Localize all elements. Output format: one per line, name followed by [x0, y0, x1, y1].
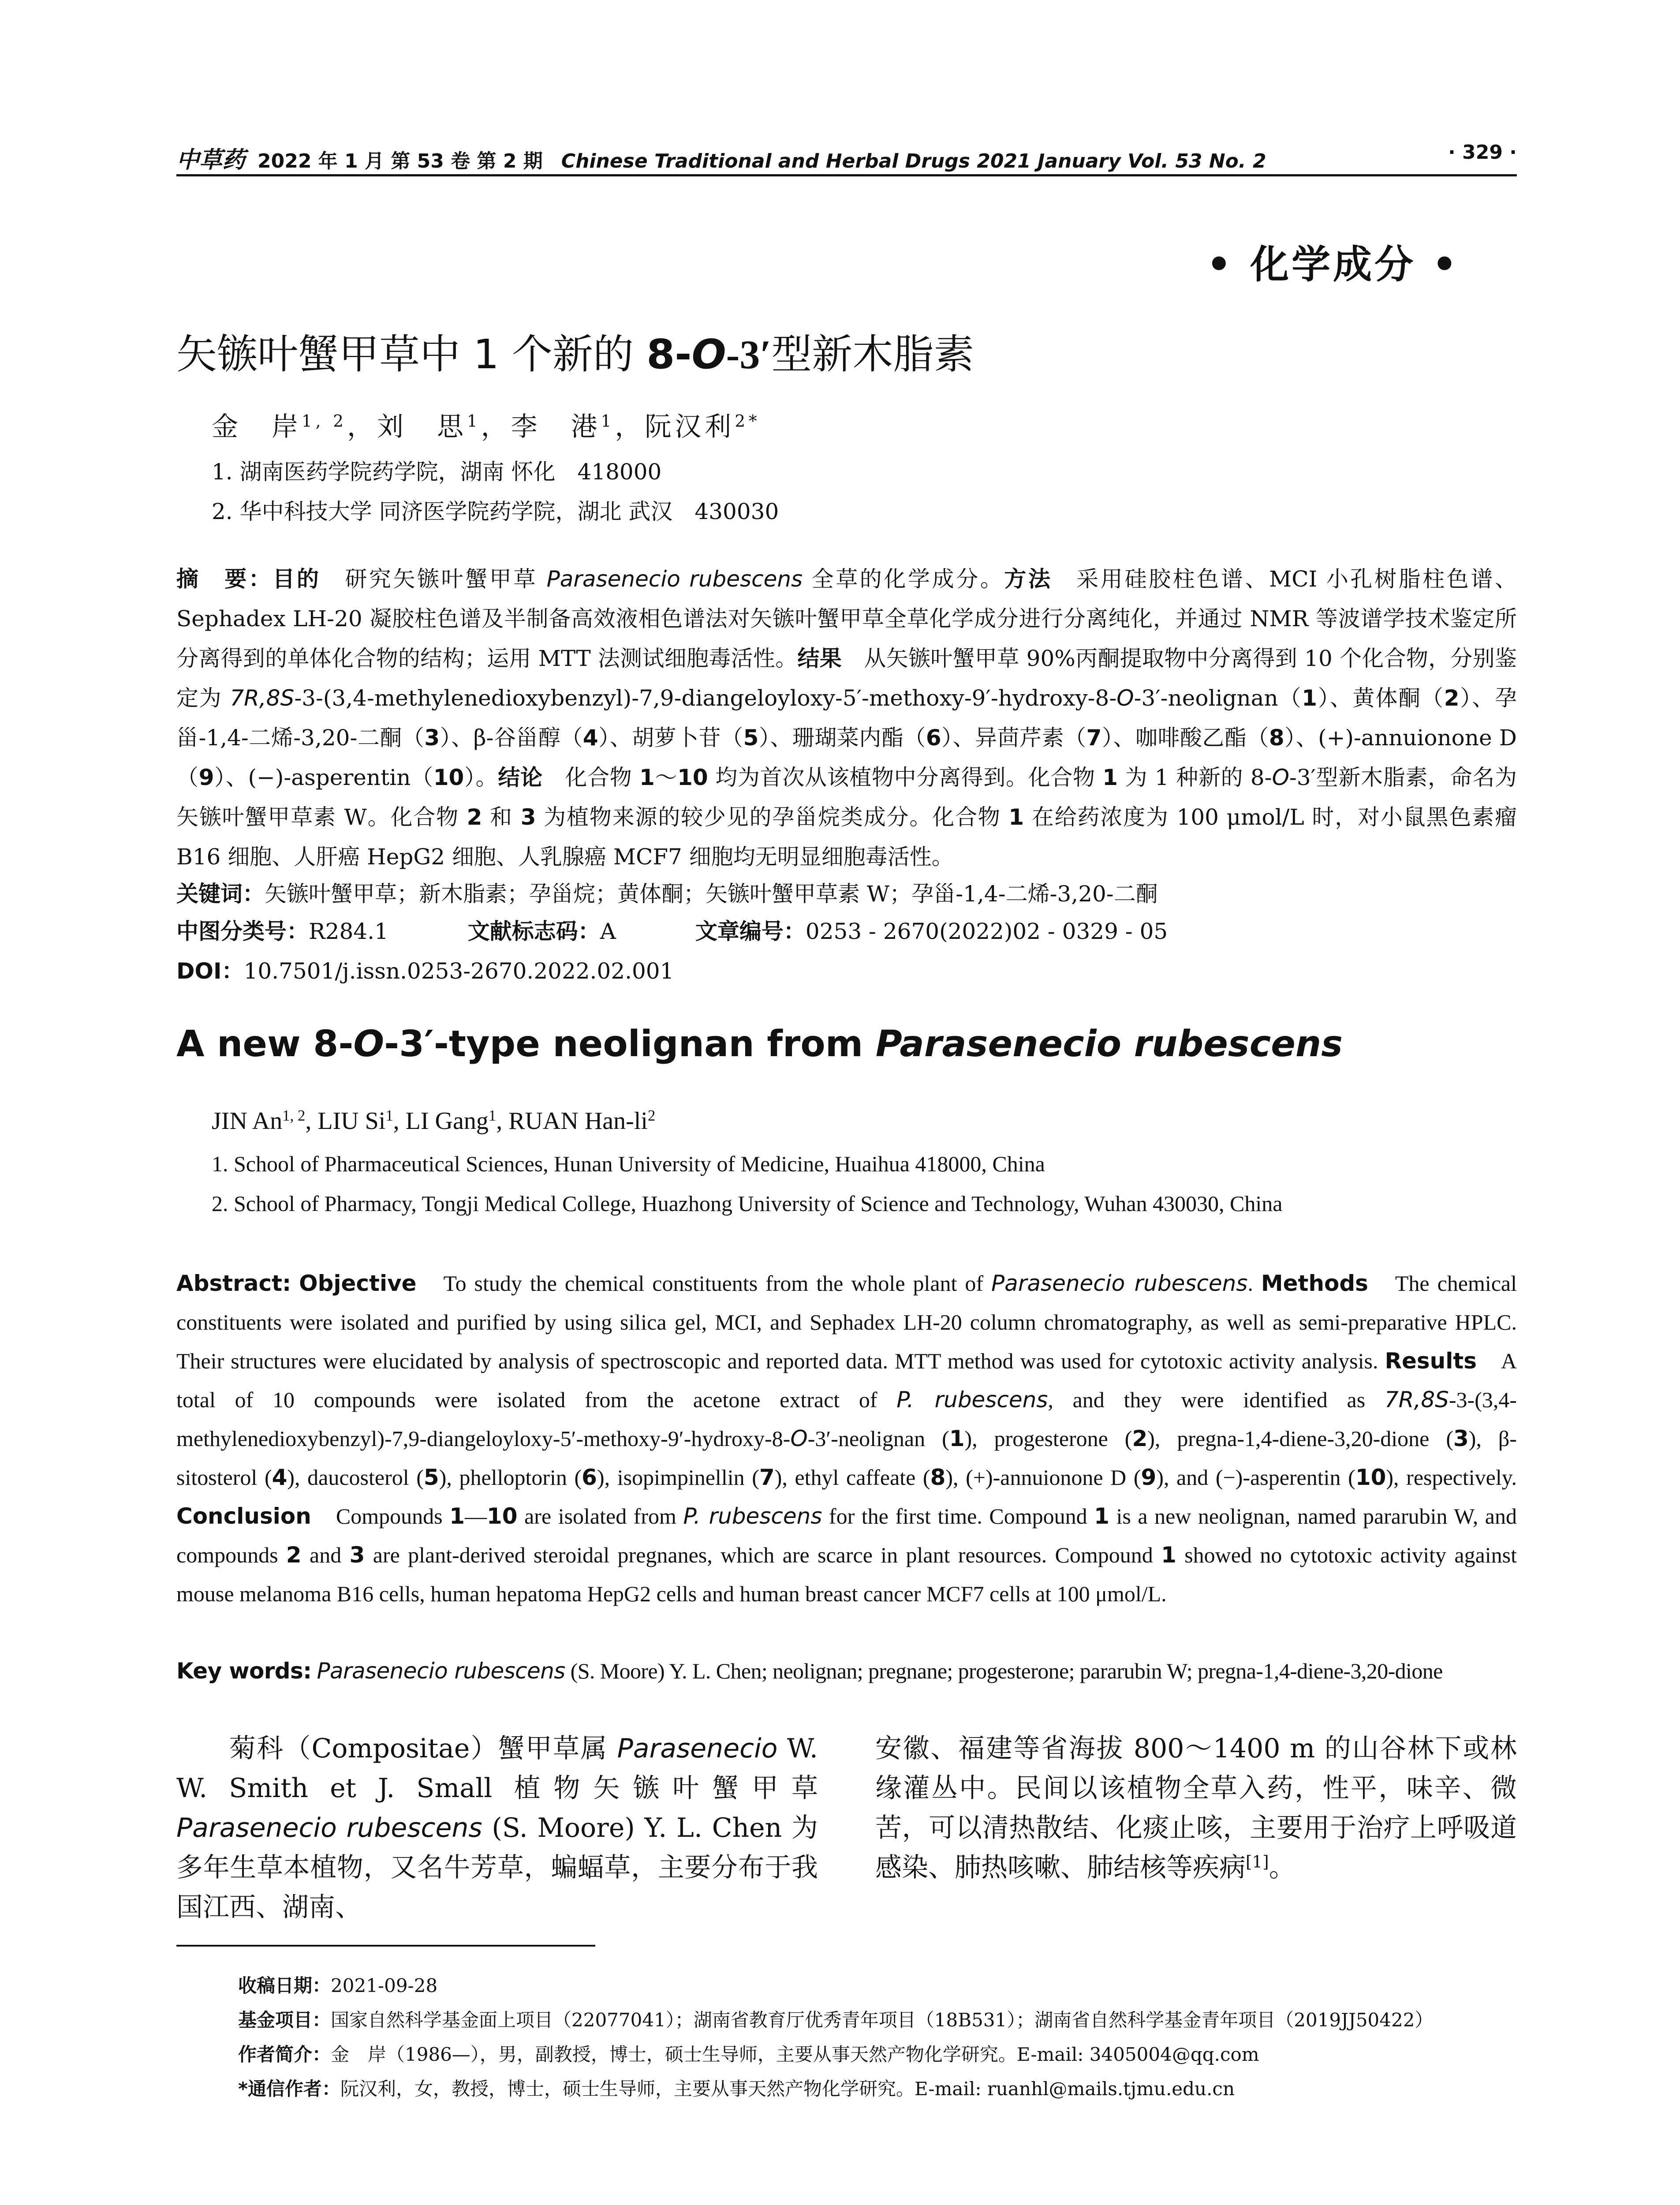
title-zh-part-b: 8- — [646, 331, 692, 378]
authors-zh — [212, 406, 761, 444]
species-name: Parasenecio rubescens — [176, 1813, 482, 1843]
author-zh-1: 金 岸 — [212, 411, 302, 442]
author-sep: , — [496, 1107, 509, 1135]
abstract-text: are isolated from — [517, 1504, 683, 1529]
keywords-en-label: Key words: — [176, 1658, 312, 1684]
abstract-text: 和 — [482, 804, 521, 830]
abstract-text: 研究矢镞叶蟹甲草 — [321, 566, 547, 592]
compound-number: 10 — [1355, 1465, 1386, 1490]
methods-label-en: Methods — [1261, 1271, 1368, 1296]
abstract-text: -3′型新木脂素，命名为矢镞叶蟹甲草素 W。化合物 — [176, 765, 1517, 830]
abstract-text: is a new neolignan, named pararubin W, and compounds — [176, 1504, 1517, 1567]
doc-code-label: 文献标志码： — [467, 919, 600, 944]
compound-number: 3 — [424, 725, 440, 751]
body-text: W. W. Smith et J. Small 植物矢镞叶蟹甲草 — [176, 1733, 818, 1804]
title-en-species: Parasenecio rubescens — [875, 1023, 1343, 1065]
author-sep: , — [305, 1107, 318, 1135]
footnote-author — [238, 2040, 1259, 2067]
abstract-text: . — [1247, 1271, 1253, 1296]
author-zh-1-aff: 1, 2 — [302, 411, 347, 431]
italic-o: O — [790, 1426, 808, 1451]
compound-number: 1 — [949, 1426, 965, 1451]
compound-number: 10 — [677, 765, 708, 790]
journal-name-en: Chinese Traditional and Herbal Drugs 2021 January Vol. 53 No. 2 — [561, 150, 1266, 172]
body-column-right — [875, 1729, 1517, 1887]
compound-number: 10 — [486, 1503, 518, 1529]
abstract-text: 为植物来源的较少见的孕甾烷类成分。化合物 — [536, 804, 1009, 830]
abstract-text: The chemical constituents were isolated and purified by using silica gel, MCI, and Sephadex LH-20 column chromatography, as well as semi-preparative HPLC. Their structures were elucidated by analysis of spectroscopic and reported data. MTT method was used for cytotoxic activity analysis. — [176, 1271, 1517, 1373]
footnote-text: 2021-09-28 — [331, 1975, 438, 1996]
page-number: · 329 · — [1448, 141, 1517, 164]
title-en — [176, 1023, 1343, 1065]
author-en-1-aff: 1, 2 — [282, 1106, 306, 1124]
compound-number: 8 — [930, 1465, 946, 1490]
compound-number: 8 — [1269, 725, 1284, 751]
compound-number: 3 — [349, 1542, 365, 1568]
abstract-text: Compounds — [311, 1504, 450, 1529]
author-en-4: RUAN Han-li — [508, 1107, 648, 1135]
affiliation-zh-1: 1. 湖南医药学院药学院，湖南 怀化 418000 — [212, 459, 662, 485]
compound-number: 1 — [1094, 1503, 1109, 1529]
author-zh-3-aff: 1 — [601, 411, 615, 431]
abstract-text: ）、胡萝卜苷（ — [598, 725, 743, 751]
abstract-text: A total of 10 compounds were isolated from the acetone extract of — [176, 1349, 1517, 1412]
keywords-zh-label: 关键词： — [176, 881, 265, 907]
abstract-text: -3′-neolignan ( — [807, 1426, 949, 1451]
body-text: (S. Moore) Y. L. Chen 为多年生草本植物，又名牛芳草，蝙蝠草，主要分布于我国江西、湖南、 — [176, 1813, 818, 1923]
conclusion-label-en: Conclusion — [176, 1503, 311, 1529]
abstract-text: for the first time. Compound — [822, 1504, 1094, 1529]
abstract-text: -3-(3,4-methylenedioxybenzyl)-7,9-diangeloyloxy-5′-methoxy-9′-hydroxy-8- — [294, 685, 1117, 711]
abstract-text: ), daucosterol ( — [287, 1465, 424, 1490]
compound-number: 1 — [1102, 765, 1118, 790]
abstract-text: are plant-derived steroidal pregnanes, which are scarce in plant resources. Compound — [365, 1543, 1161, 1567]
abstract-en — [176, 1264, 1517, 1613]
compound-number: 9 — [198, 765, 214, 790]
keywords-zh-text: 矢镞叶蟹甲草；新木脂素；孕甾烷；黄体酮；矢镞叶蟹甲草素 W；孕甾-1,4-二烯-3,20-二酮 — [265, 881, 1158, 907]
compound-number: 5 — [743, 725, 759, 751]
abstract-text: ）。 — [464, 765, 498, 790]
author-zh-4: 阮汉利 — [645, 411, 735, 442]
compound-number: 7 — [1086, 725, 1102, 751]
species-name: P. rubescens — [683, 1503, 822, 1529]
abstract-zh-label: 摘 要： — [176, 566, 273, 592]
abstract-text: ）、孕甾-1,4-二烯-3,20-二酮（ — [176, 685, 1517, 751]
author-zh-3: 李 港 — [511, 411, 601, 442]
abstract-text: showed no cytotoxic activity against mouse melanoma B16 cells, human hepatoma HepG2 cells and human breast cancer MCF7 cells at 100 μmol/L. — [176, 1543, 1517, 1606]
abstract-text: 采用硅胶柱色谱、MCI 小孔树脂柱色谱、Sephadex LH-20 凝胶柱色谱及半制备高效液相色谱法对矢镞叶蟹甲草全草化学成分进行分离纯化，并通过 NMR 等波谱学技术鉴定所分离得到的单体化合物的结构；运用 MTT 法测试细胞毒活性。 — [176, 566, 1517, 671]
author-zh-2-aff: 1 — [467, 411, 481, 431]
species-name: Parasenecio rubescens — [991, 1271, 1248, 1296]
keywords-zh — [176, 874, 1517, 914]
compound-number: 6 — [926, 725, 941, 751]
footnote-label: 收稿日期： — [238, 1975, 331, 1996]
footnote-text: 金 岸（1986—），男，副教授，博士，硕士生导师，主要从事天然产物化学研究。E-mail: 3405004@qq.com — [331, 2044, 1259, 2065]
author-en-2-aff: 1 — [385, 1106, 393, 1124]
compound-number: 1 — [639, 765, 655, 790]
title-en-o: O — [353, 1023, 385, 1065]
footnote-corresponding — [238, 2074, 1235, 2101]
footnote-fund — [238, 2006, 1433, 2032]
author-sep: ， — [615, 411, 645, 442]
abstract-text: , and they were identified as — [1048, 1387, 1385, 1412]
species-name: Parasenecio rubescens — [317, 1658, 565, 1684]
author-sep: ， — [481, 411, 511, 442]
title-zh-o: O — [691, 331, 726, 378]
author-en-2: LIU Si — [317, 1107, 386, 1135]
compound-number: 1 — [1161, 1542, 1176, 1568]
results-label-en: Results — [1385, 1348, 1477, 1374]
compound-number: 10 — [433, 765, 464, 790]
compound-number: 7 — [759, 1465, 775, 1490]
author-en-3-aff: 1 — [488, 1106, 497, 1124]
doi-value[interactable]: 10.7501/j.issn.0253-2670.2022.02.001 — [243, 958, 674, 984]
abstract-text: 在给药浓度为 100 μmol/L 时，对小鼠黑色素瘤 B16 细胞、人肝癌 HepG2 细胞、人乳腺癌 MCF7 细胞均无明显细胞毒活性。 — [176, 804, 1517, 870]
abstract-text: ）、(−)-asperentin（ — [214, 765, 433, 790]
results-label-zh: 结果 — [797, 646, 842, 671]
abstract-text: 均为首次从该植物中分离得到。化合物 — [708, 765, 1103, 790]
body-text: 。 — [1269, 1852, 1295, 1883]
compound-number: 2 — [467, 804, 482, 830]
author-sep: , — [393, 1107, 406, 1135]
abstract-text: -3-(3,4-methylenedioxybenzyl)-7,9-diangeloyloxy-5′-methoxy-9′-hydroxy-8- — [176, 1387, 1517, 1451]
compound-number: 9 — [1141, 1465, 1157, 1490]
conclusion-label-zh: 结论 — [498, 765, 543, 790]
footnote-label: *通信作者： — [238, 2078, 340, 2100]
title-zh-part-d: 型新木脂素 — [771, 331, 974, 378]
header-rule — [176, 174, 1517, 176]
abstract-text: -3′-neolignan（ — [1134, 685, 1302, 711]
compound-number: 4 — [582, 725, 598, 751]
classification-line — [176, 914, 1168, 946]
abstract-text: 为 1 种新的 8- — [1118, 765, 1272, 790]
abstract-text: 化合物 — [542, 765, 639, 790]
clc-label: 中图分类号： — [176, 919, 309, 944]
footnote-text: 国家自然科学基金面上项目（22077041）；湖南省教育厅优秀青年项目（18B531）；湖南省自然科学基金青年项目（2019JJ50422） — [331, 2009, 1434, 2031]
footnote-text: 阮汉利，女，教授，博士，硕士生导师，主要从事天然产物化学研究。E-mail: ruanhl@mails.tjmu.edu.cn — [340, 2078, 1235, 2100]
compound-number: 2 — [286, 1542, 302, 1568]
abstract-text: ), pregna-1,4-diene-3,20-dione ( — [1147, 1426, 1453, 1451]
author-en-4-aff: 2 — [647, 1106, 656, 1124]
title-zh-part-c: -3′ — [726, 332, 772, 377]
methods-label-zh: 方法 — [1004, 566, 1053, 592]
abstract-text: ), β-sitosterol ( — [176, 1426, 1517, 1490]
title-en-part-b: -3′-type neolignan from — [384, 1023, 876, 1065]
abstract-text: ）、黄体酮（ — [1317, 685, 1444, 711]
clc-value: R284.1 — [309, 919, 388, 944]
stereo-config: 7R,8S — [1384, 1387, 1449, 1413]
abstract-text: 全草的化学成分。 — [803, 566, 1004, 592]
abstract-text: — — [464, 1504, 487, 1529]
compound-number: 1 — [449, 1503, 465, 1529]
doc-code-value: A — [600, 919, 616, 944]
abstract-text: ), phelloptorin ( — [439, 1465, 582, 1490]
keywords-en-text: (S. Moore) Y. L. Chen; neolignan; pregnane; progesterone; pararubin W; pregna-1,4-diene-3,20-dione — [565, 1659, 1443, 1683]
abstract-text: ), isopimpinellin ( — [597, 1465, 759, 1490]
affiliation-en-1: 1. School of Pharmaceutical Sciences, Hunan University of Medicine, Huaihua 418000, China — [212, 1151, 1045, 1176]
issue-zh: 2022 年 1 月 第 53 卷 第 2 期 — [258, 150, 543, 172]
abstract-text: ), (+)-annuionone D ( — [945, 1465, 1141, 1490]
reference-marker[interactable]: [1] — [1246, 1852, 1269, 1872]
title-zh-part-a: 矢镞叶蟹甲草中 1 个新的 — [176, 331, 647, 378]
genus-name: Parasenecio — [617, 1733, 778, 1764]
stereo-config: 7R,8S — [230, 685, 295, 711]
objective-label-en: Objective — [299, 1271, 417, 1296]
abstract-text: ), progesterone ( — [964, 1426, 1132, 1451]
abstract-zh — [176, 559, 1517, 877]
compound-number: 3 — [520, 804, 536, 830]
keywords-en — [176, 1658, 1443, 1684]
species-name: Parasenecio rubescens — [546, 566, 803, 592]
objective-label-zh: 目的 — [273, 566, 321, 592]
compound-number: 3 — [1453, 1426, 1469, 1451]
article-no-value: 0253 - 2670(2022)02 - 0329 - 05 — [805, 919, 1168, 944]
affiliation-zh-2: 2. 华中科技大学 同济医学院药学院，湖北 武汉 430030 — [212, 499, 779, 524]
body-text: 菊科（Compositae）蟹甲草属 — [229, 1733, 617, 1764]
article-no-label: 文章编号： — [695, 919, 806, 944]
abstract-text: ）、咖啡酸乙酯（ — [1101, 725, 1269, 751]
abstract-text: To study the chemical constituents from the whole plant of — [416, 1271, 992, 1296]
footnote-received — [238, 1971, 437, 1998]
body-text: 安徽、福建等省海拔 800～1400 m 的山谷林下或林缘灌丛中。民间以该植物全草入药，性平，味辛、微苦，可以清热散结、化痰止咳，主要用于治疗上呼吸道感染、肺热咳嗽、肺结核等疾病 — [875, 1733, 1517, 1883]
compound-number: 2 — [1132, 1426, 1148, 1451]
author-en-1: JIN An — [212, 1107, 283, 1135]
compound-number: 6 — [582, 1465, 597, 1490]
author-zh-4-aff: 2* — [735, 411, 761, 431]
species-name: P. rubescens — [896, 1387, 1048, 1413]
author-sep: ， — [347, 411, 377, 442]
title-en-part-a: A new 8- — [176, 1023, 354, 1065]
abstract-text: ）、珊瑚菜内酯（ — [758, 725, 926, 751]
authors-en — [212, 1107, 655, 1135]
footnote-rule — [176, 1945, 595, 1947]
abstract-text: ）、(+)-annuionone D（ — [176, 725, 1517, 790]
abstract-text: 从矢镞叶蟹甲草 90%丙酮提取物中分离得到 10 个化合物，分别鉴定为 — [176, 646, 1517, 711]
running-header — [176, 141, 1517, 174]
author-en-3: LI Gang — [405, 1107, 489, 1135]
title-zh — [176, 322, 974, 380]
compound-number: 4 — [272, 1465, 287, 1490]
italic-o: O — [1272, 765, 1289, 790]
affiliation-en-2: 2. School of Pharmacy, Tongji Medical College, Huazhong University of Science and Technology, Wuhan 430030, China — [212, 1191, 1283, 1216]
body-column-left — [176, 1729, 818, 1927]
abstract-text: ), and (−)-asperentin ( — [1156, 1465, 1355, 1490]
abstract-text: ), respectively. — [1386, 1465, 1517, 1490]
abstract-text: ), ethyl caffeate ( — [774, 1465, 930, 1490]
compound-number: 2 — [1444, 685, 1460, 711]
abstract-text: ～ — [654, 765, 678, 790]
abstract-en-label: Abstract: — [176, 1271, 291, 1296]
footnote-label: 作者简介： — [238, 2044, 331, 2065]
section-tag: • 化学成分 • — [1206, 242, 1460, 287]
abstract-text: ）、β-谷甾醇（ — [440, 725, 583, 751]
compound-number: 5 — [423, 1465, 439, 1490]
compound-number: 1 — [1302, 685, 1318, 711]
italic-o: O — [1116, 685, 1134, 711]
compound-number: 1 — [1008, 804, 1024, 830]
doi-label: DOI： — [176, 958, 244, 984]
footnote-label: 基金项目： — [238, 2009, 331, 2031]
abstract-text: and — [301, 1543, 350, 1567]
author-zh-2: 刘 思 — [377, 411, 467, 442]
abstract-text: ）、异茴芹素（ — [941, 725, 1086, 751]
journal-name-zh: 中草药 — [176, 148, 246, 173]
doi-line — [176, 953, 674, 985]
